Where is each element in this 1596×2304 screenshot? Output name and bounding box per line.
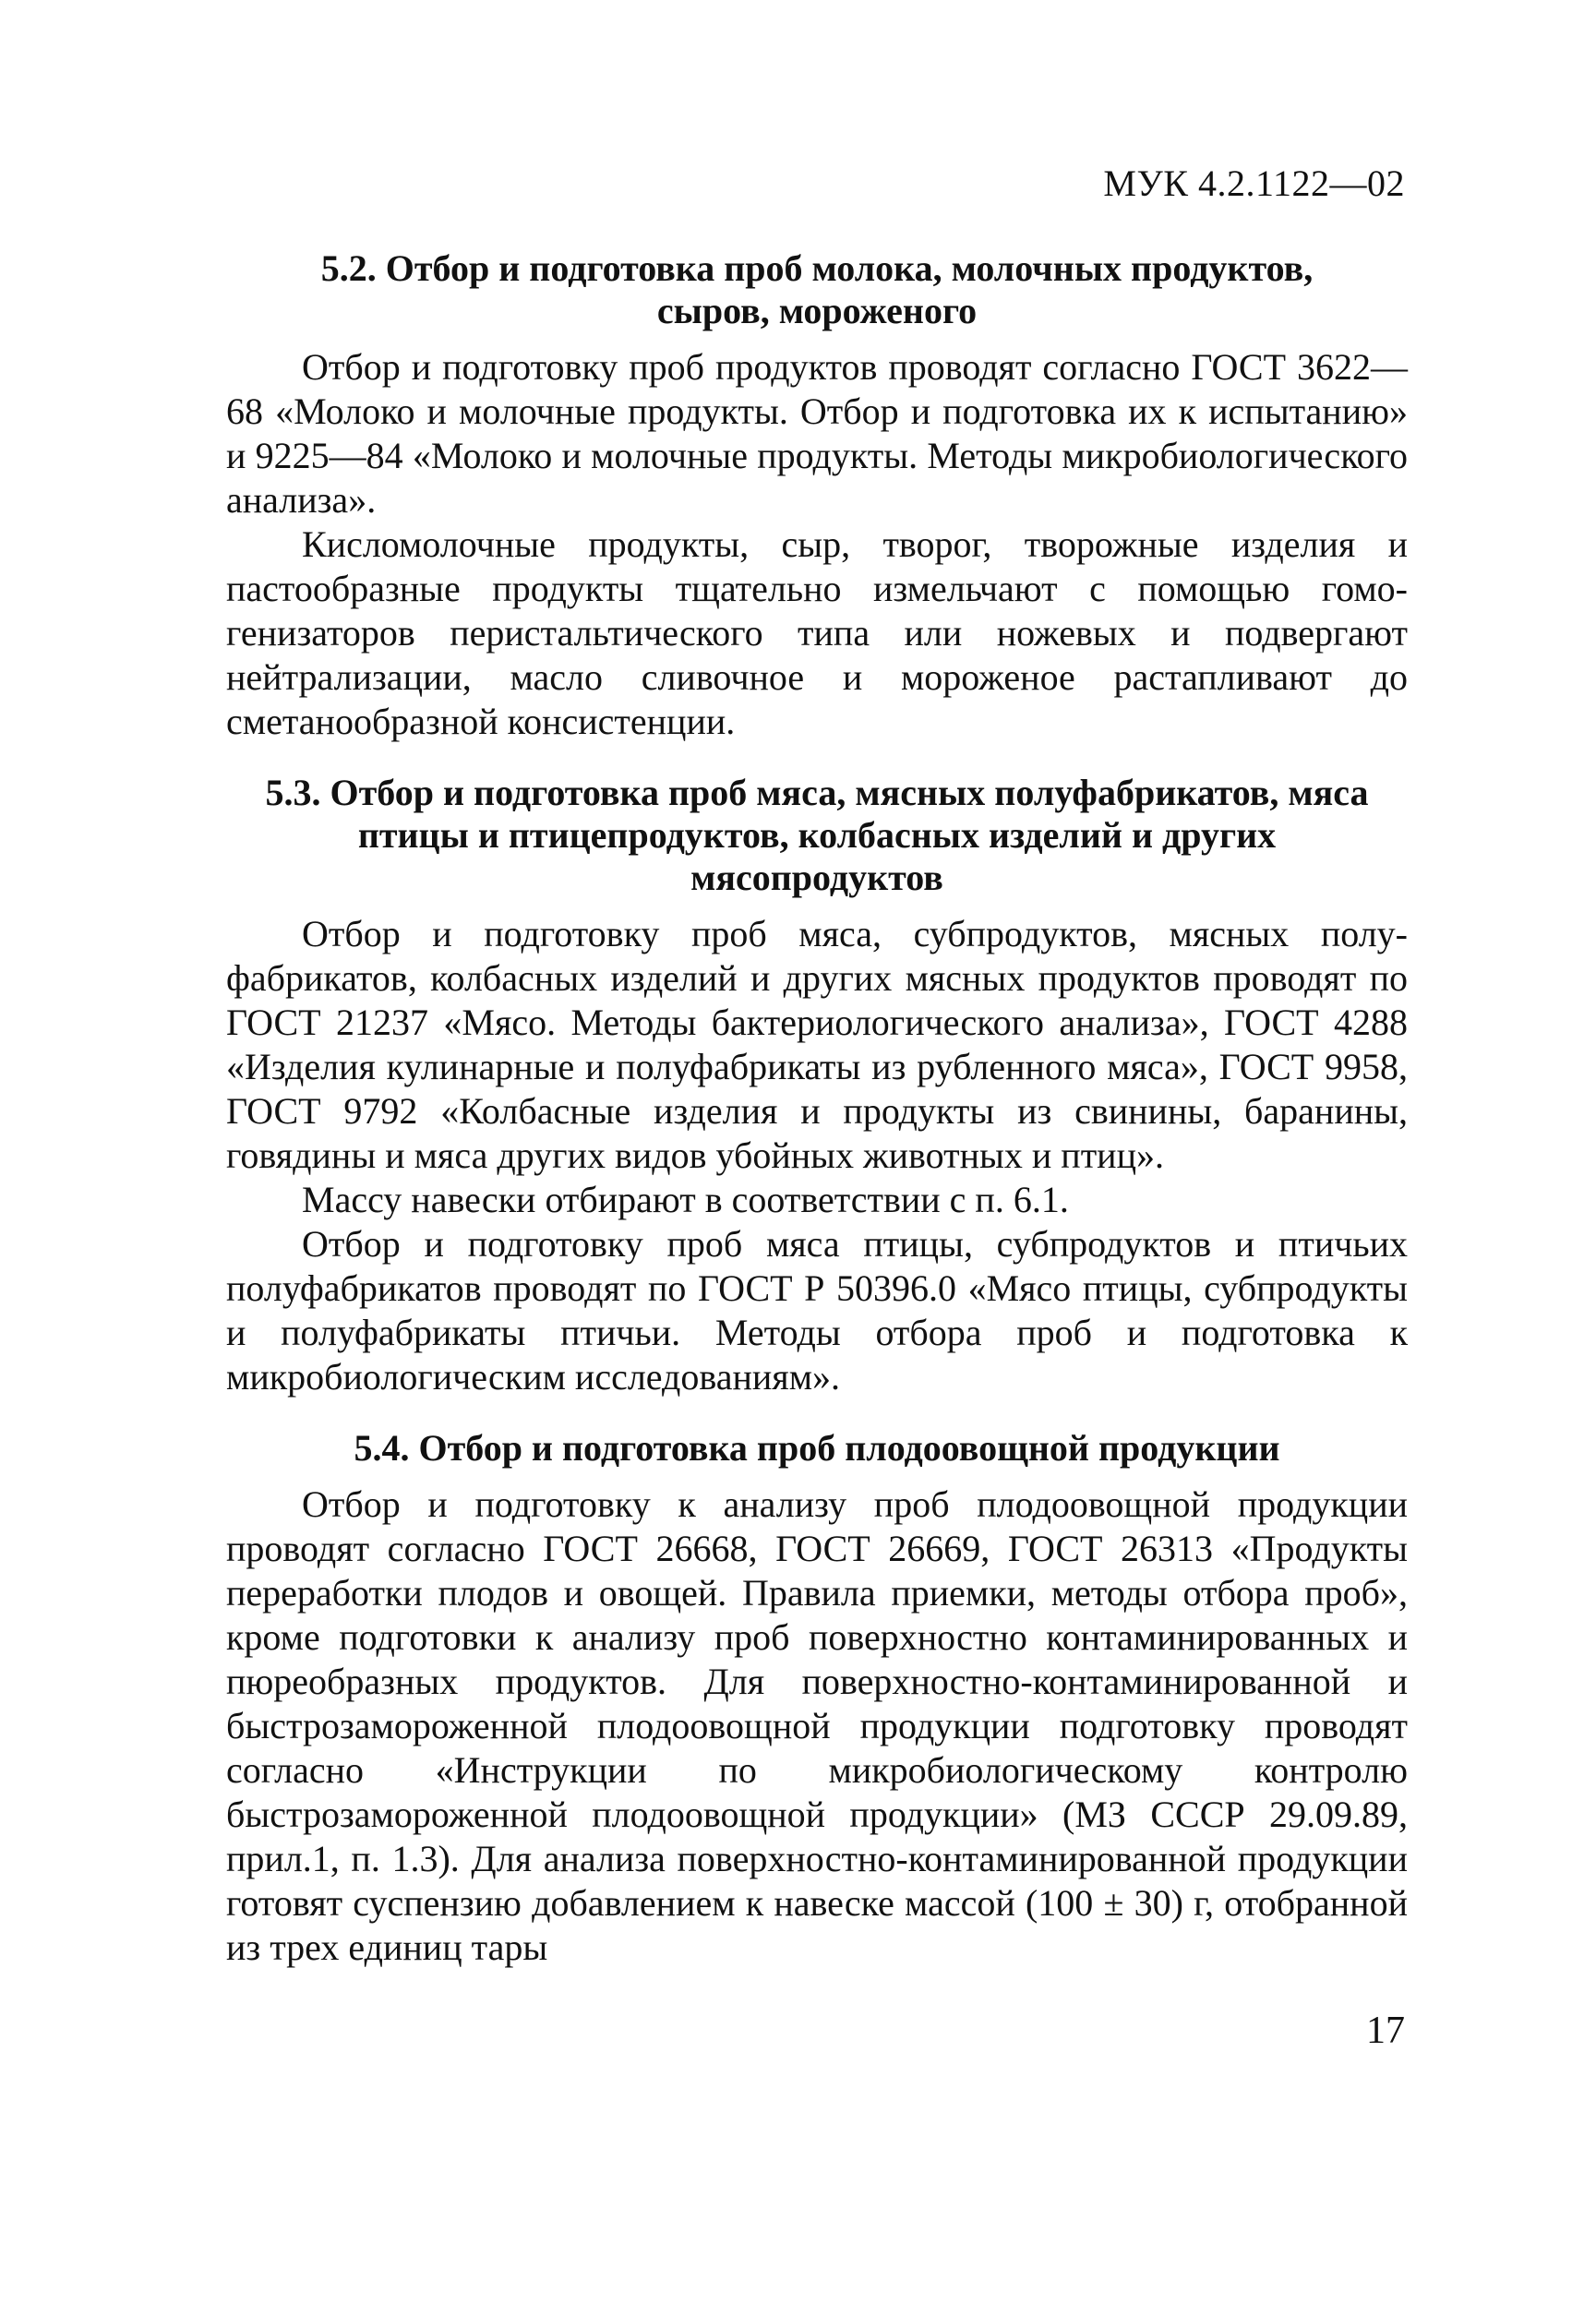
document-code: МУК 4.2.1122—02 — [1103, 162, 1405, 204]
heading-line: сыров, мороженого — [656, 290, 978, 331]
section-heading — [226, 247, 1408, 332]
paragraph: Отбор и подготовку проб продуктов проводят согласно ГОСТ 3622—68 «Молоко и молочные продукты. Отбор и подготовка их к испытанию» и 9225—84 «Молоко и молочные продукты. Методы микробиологического анализа». — [226, 346, 1408, 521]
heading-line: 5.3. Отбор и подготовка проб мяса, мясных полуфабрикатов, мяса — [265, 772, 1369, 813]
heading-line: 5.4. Отбор и подготовка проб плодоовощной продукции — [354, 1427, 1280, 1469]
heading-line: 5.2. Отбор и подготовка проб молока, молочных продуктов, — [320, 247, 1314, 289]
paragraph: Массу навески отбирают в соответствии с п. 6.1. — [302, 1179, 1069, 1220]
section-heading — [226, 1427, 1408, 1470]
paragraph: Отбор и подготовку проб мяса, субпродуктов, мясных полуфабрикатов, колбасных изделий и других мясных продуктов проводят по ГОСТ 21237 «Мясо. Методы бактериологического анализа», ГОСТ 4288 «Изделия кулинарные и полуфабрикаты из рубленного мяса», ГОСТ 9958, ГОСТ 9792 «Колбасные изделия и продукты из свинины, баранины, говядины и мяса других видов убойных животных и птиц». — [226, 913, 1408, 1176]
paragraph: Отбор и подготовку проб мяса птицы, субпродуктов и птичьих полуфабрикатов проводят по ГОСТ Р 50396.0 «Мясо птицы, субпродукты и полуфабрикаты птичьи. Методы отбора проб и подготовка к микробиологическим исследованиям». — [226, 1223, 1408, 1398]
heading-line: мясопродуктов — [690, 857, 943, 898]
heading-line: птицы и птицепродуктов, колбасных изделий и других — [357, 814, 1277, 856]
paragraph: Отбор и подготовку к анализу проб плодоовощной продукции проводят согласно ГОСТ 26668, ГОСТ 26669, ГОСТ 26313 «Продукты переработки плодов и овощей. Правила приемки, методы отбора проб», кроме подготовки к анализу проб поверхностно контаминированных и пюреобразных продуктов. Для поверхностно-контаминированной и быстрозамороженной плодоовощной продукции подготовку проводят согласно «Инструкции по микробиологическому контролю быстрозамороженной плодоовощной продукции» (МЗ СССР 29.09.89, прил.1, п. 1.3). Для анализа поверхностно-контаминированной продукции готовят суспензию добавлением к навеске массой (100 ± 30) г, отобранной из трех единиц тары — [226, 1483, 1408, 1968]
page-body — [226, 247, 1408, 1970]
section-5-2 — [226, 247, 1408, 744]
section-heading — [226, 772, 1408, 899]
section-5-4 — [226, 1427, 1408, 1970]
section-5-3 — [226, 772, 1408, 1399]
paragraph: Кисломолочные продукты, сыр, творог, творожные изделия и пастообразные продукты тщательно измельчают с помощью гомогенизаторов перистальтического типа или ножевых и подвергают нейтрализации, масло сливочное и мороженое растапливают до сметанообразной консистенции. — [226, 523, 1408, 742]
page-number: 17 — [1366, 2010, 1405, 2052]
